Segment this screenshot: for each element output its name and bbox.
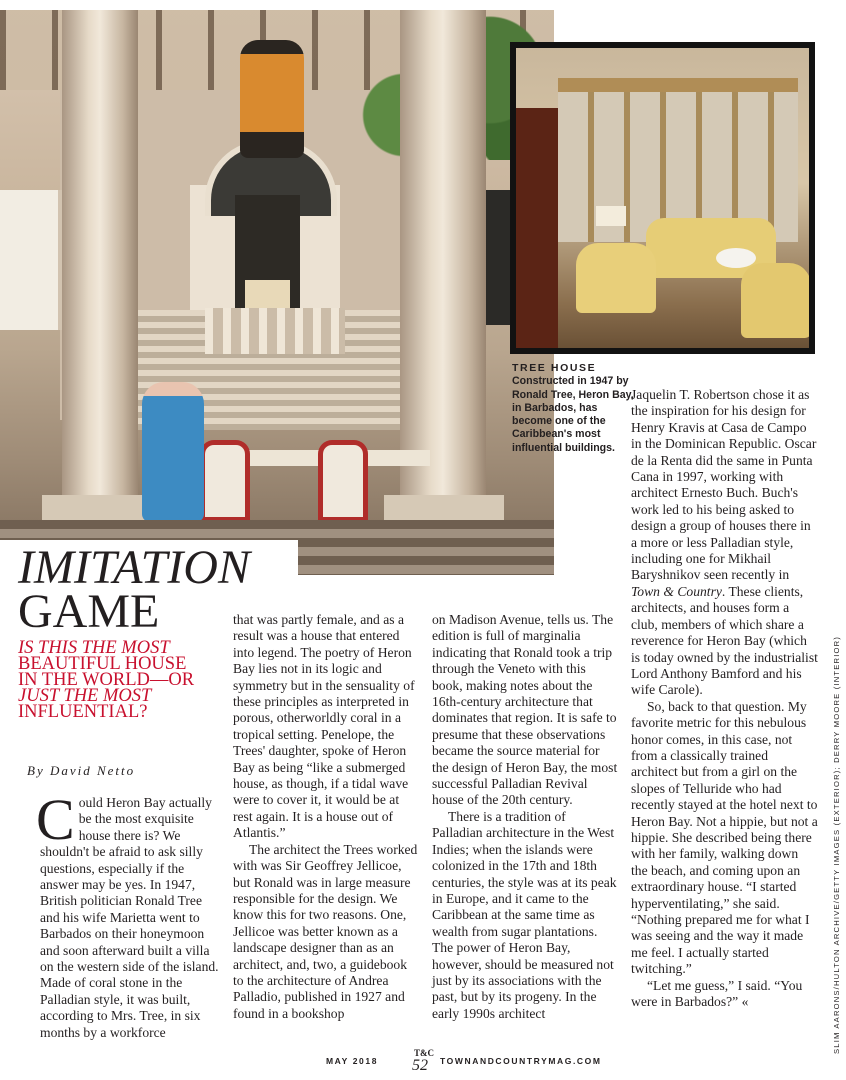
paragraph: There is a tradition of Palladian architecture in the West Indies; when the islands were colonized in the 17th and 18th centuries, the style was at its peak in Europe, and it came to the Caribbean at the same time as wealth from sugar plantations. The power of Heron Bay, however, should be measured not just by its associations with the past, but by its progeny. In the early 1990s architect: [432, 808, 617, 1021]
dek-part: BEAUTIFUL HOUSE IN THE WORLD—OR: [18, 654, 195, 690]
right-column-base: [384, 495, 504, 523]
page-number: 52: [412, 1057, 428, 1074]
paragraph-text: Jaquelin T. Robertson chose it as the inspiration for his design for Henry Kravis at Casa de Campo in the Dominican Republic. Oscar de la Renta did the same in Punta Cana in 1997, working with architect Ernesto Buch. Buch's work led to his being asked to design a group of houses there in a more or less Palladian style, including one for Mikhail Baryshnikov seen recently in: [631, 387, 817, 583]
byline: By David Netto: [27, 763, 136, 778]
issue-date: MAY 2018: [326, 1056, 379, 1066]
left-column-base: [42, 495, 158, 523]
headline-line-2: GAME: [18, 585, 160, 638]
lead-paragraph: [36, 787, 224, 1041]
drop-cap: C: [36, 787, 75, 852]
dek: [18, 640, 208, 720]
body-column-2: [233, 612, 420, 1022]
paragraph: [631, 387, 818, 699]
left-column: [62, 10, 138, 515]
red-chair: [200, 440, 250, 522]
yellow-armchair: [576, 243, 656, 313]
interior-photo: [510, 42, 815, 354]
paragraph: The architect the Trees worked with was Sir Geoffrey Jellicoe, but Ronald was in large measure responsible for the design. We know this for two reasons. One, Jellicoe was better known as a landscape designer than as an architect, and, two, a guidebook to the architecture of Andrea Palladio, published in 1927 and found in a bookshop: [233, 841, 418, 1021]
hanging-lantern: [240, 40, 304, 158]
left-shutter-window: [0, 190, 64, 330]
red-chair: [318, 440, 368, 522]
dek-part: JUST THE MOST: [18, 686, 152, 706]
lacquer-cabinet: [516, 108, 558, 348]
website-url: TOWNANDCOUNTRYMAG.COM: [440, 1056, 602, 1066]
flower-arrangement: [716, 248, 756, 268]
dek-part: INFLUENTIAL?: [18, 702, 148, 722]
paragraph-text: ould Heron Bay actually be the most exquisite house there is? We shouldn't be afraid to ask silly questions, especially if the answer may be yes. In 1947, British politician Ronald Tree and his wife Marietta went to Barbados on their honeymoon and soon afterward built a villa on the western side of the island. Made of coral stone in the Palladian style, it was built, according to Mrs. Tree, in six months by a workforce: [40, 795, 219, 1040]
woman-in-caftan: [142, 382, 204, 522]
paragraph: So, back to that question. My favorite metric for this nebulous honor comes, in this case, not from a classically trained architect but from a girl on the slopes of Telluride who had recently stayed at the hotel next to Heron Bay. Not a hippie, but not a hippie. She described being there with her family, walking down the beach, and coming upon an extraordinary house. “I started hyperventilating,” she said. “Nothing prepared me for what I was seeing and the way it made me feel. I actually started twitching.”: [631, 698, 818, 977]
closing-paragraph: “Let me guess,” I said. “You were in Barbados?” «: [631, 977, 803, 1010]
caption-title: TREE HOUSE: [512, 362, 597, 374]
right-column: [400, 10, 486, 515]
body-column-1: [36, 787, 224, 1041]
exterior-photo: [0, 10, 554, 575]
body-column-3: [432, 612, 619, 1022]
table-lamp: [596, 206, 626, 226]
photo-caption: [512, 362, 637, 455]
magazine-name: Town & Country: [631, 583, 722, 599]
paragraph: on Madison Avenue, tells us. The edition is full of marginalia indicating that Ronald took a trip through the Veneto with this book, making notes about the 16th-century architecture that dominates that region. It is safe to presume that these observations became the source material for the design of Heron Bay, the most successful Palladian Revival house of the 20th century.: [432, 612, 618, 808]
yellow-armchair: [741, 263, 809, 338]
magazine-logo: T&C: [414, 1048, 434, 1058]
caption-text: Constructed in 1947 by Ronald Tree, Heron Bay, in Barbados, has become one of the Caribbean's most influential buildings.: [512, 375, 634, 454]
balustrade: [205, 308, 345, 354]
headline-line-1: IMITATION: [18, 541, 250, 594]
paragraph-text: . These clients, architects, and houses form a club, members of which share a reverence for Heron Bay (which is today owned by the industrialist Lord Anthony Bamford and his wife Carole).: [631, 583, 818, 698]
body-column-4: [631, 387, 818, 1010]
page-footer: [0, 1048, 846, 1078]
paragraph: that was partly female, and as a result was a house that entered into legend. The poetry of Heron Bay lies not in its logic and symmetry but in the sensuality of these principles as interpreted in porous, otherworldly coral in a tropical setting. Penelope, the Trees' daughter, spoke of Heron Bay as being “like a submerged house, as though, if a tidal wave were to cover it, it would be at rest again. It is a house out of Atlantis.”: [233, 612, 415, 841]
photo-credit: SLIM AARONS/HULTON ARCHIVE/GETTY IMAGES (EXTERIOR); DERRY MOORE (INTERIOR): [832, 635, 841, 1054]
dek-part: MOST: [121, 638, 170, 658]
dek-part: IS THIS THE: [18, 638, 117, 658]
interior-scene: [516, 48, 809, 348]
